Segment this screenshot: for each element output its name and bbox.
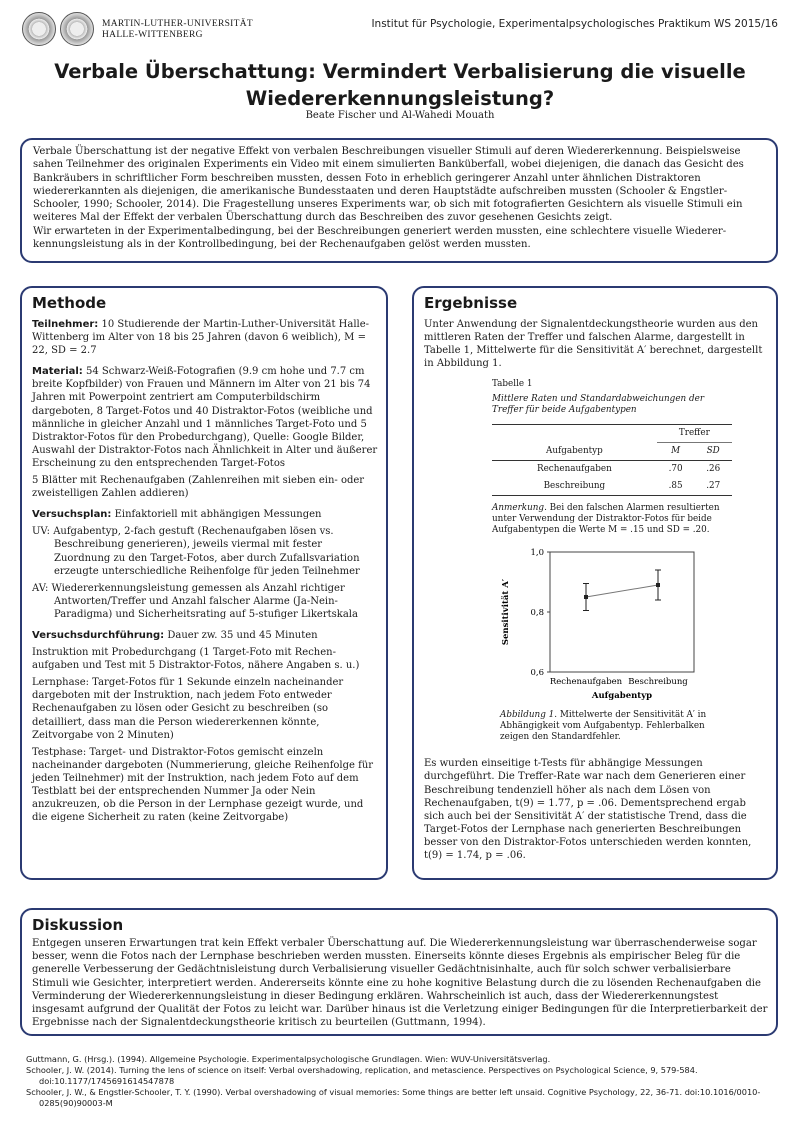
reference-item: Schooler, J. W., & Engstler-Schooler, T. Y. (1990). Verbal overshadowing of visual memories: Some things are better left unsaid. Cognitive Psychology, 22, 36-71. doi:10.1016/0010-0285(90)90003-M [26, 1086, 761, 1108]
material-text: 54 Schwarz-Weiß-Fotografien (9.9 cm hohe und 7.7 cm breite Kopfbilder) von Frauen und Männern im Alter von 21 bis 74 Jahren mit Powerpoint zentriert am Computerbildschirm dargeboten, 8 Target-Fotos und 40 Distraktor-Fotos (weibliche und männliche in gleicher Anzahl und 1 männliches Target-Foto und 5 Distraktor-Fotos für den Probedurchgang), Quelle: Google Bilder, Auswahl der Distraktor-Fotos nach Ähnlichkeit in Alter und äußerer Erscheinung zu den entsprechenden Target-Fotos [32, 366, 378, 469]
university-seal-logo [22, 12, 56, 46]
instruktion-paragraph: Instruktion mit Probedurchgang (1 Target-Foto mit Rechen-aufgaben und Test mit 5 Distraktor-Fotos, nähere Angaben s. u.) [32, 647, 360, 672]
lernphase-paragraph: Lernphase: Target-Fotos für 1 Sekunde einzeln nacheinander dargeboten mit der Instruktion, nach jedem Foto entweder Rechenaufgaben zu lösen oder Gesicht zu beschreiben (so detailliert, dass man die Person wiedererkennen könnte, Zeitvorgabe von 2 Minuten) [32, 677, 344, 741]
plot-frame [550, 552, 694, 672]
ergebnisse-section [412, 286, 778, 880]
blaetter-paragraph: 5 Blätter mit Rechenaufgaben (Zahlenreihen mit sieben ein- oder zweistelligen Zahlen addieren) [32, 475, 365, 500]
figure-caption [500, 710, 730, 743]
methode-section [20, 286, 388, 880]
y-axis-label: Sensitivität A′ [501, 579, 511, 646]
statistics-paragraph: Es wurden einseitige t-Tests für abhängige Messungen durchgeführt. Die Treffer-Rate war nach dem Generieren einer Beschreibung tendenziell höher als nach dem Lösen von Rechenaufgaben, t(9) = 1.77, p = .06. Dementsprechend ergab sich auch bei der Sensitivität A′ der statistische Trend, dass die Target-Fotos der Lernphase nach generierten Beschreibungen besser von den Distraktor-Fotos unterschieden werden konnten, t(9) = 1.74, p = .06. [424, 758, 752, 862]
page-header [22, 12, 778, 46]
title-line-1: Verbale Überschattung: Vermindert Verbalisierung die visuelle [54, 60, 746, 83]
teilnehmer-text: 10 Studierende der Martin-Luther-Universität Halle-Wittenberg im Alter von 18 bis 25 Jahren (davon 6 weiblich), M = 22, SD = 2.7 [32, 319, 370, 357]
x-tick-label: Rechenaufgaben [549, 677, 623, 688]
durchfuehrung-text: Dauer zw. 35 und 45 Minuten [164, 629, 318, 641]
intro-paragraph-1: Verbale Überschattung ist der negative Effekt von verbalen Beschreibungen visueller Stimuli auf deren Wiedererkennung. Beispielsweise sahen Teilnehmer des originalen Experiments ein Video mit einem simulierten Banküberfall, wobei diejenigen, die danach das Gesicht des Bankräubers in schriftlicher Form beschreiben mussten, dessen Foto in erheblich geringerer Anzahl unter ähnlichen Distraktoren wiedererkannten als diejenigen, die amerikanische Bundesstaaten und deren Hauptstädte aufschreiben mussten (Schooler & Engstler-Schooler, 1990; Schooler, 2014). Die Fragestellung unseres Experiments war, ob sich mit fotografierten Gesichtern als visuelle Stimuli ein weiteres Mal der Effekt der verbalen Überschattung durch das Beschreiben des zuvor gesehenen Gesichts zeigt. [33, 146, 744, 224]
table-cell-type: Beschreibung [543, 481, 606, 492]
x-axis-label: Aufgabentyp [591, 691, 653, 702]
university-name [102, 19, 253, 41]
table-group-header-row [492, 425, 732, 443]
university-line-2: HALLE-WITTENBERG [102, 30, 203, 40]
x-tick-label: Beschreibung [628, 677, 688, 688]
table-row [492, 478, 732, 496]
av-paragraph: AV: Wiedererkennungsleistung gemessen als Anzahl richtiger Antworten/Treffer und Anzahl falscher Alarme (Ja-Nein-Paradigma) und Sicherheitsrating auf 5-stufiger Likertskala [32, 582, 358, 620]
teilnehmer-label: Teilnehmer: [32, 319, 99, 330]
teilnehmer-paragraph [32, 318, 378, 357]
table-grid [492, 424, 732, 496]
y-tick-label: 0,6 [530, 668, 544, 679]
diskussion-text: Entgegen unseren Erwartungen trat kein Effekt verbaler Überschattung auf. Die Wiedererkennungsleistung war überraschenderweise sogar besser, wenn die Fotos nach der Lernphase beschrieben werden mussten. Einerseits könnte dieses Ergebnis als empirischer Beleg für die generelle Verbesserung der Gedächtnisleistung durch Verbalisierung visueller Gedächtnisinhalte, auch für solch schwer verbalisierbare Stimuli wie Gesichter, interpretiert werden. Andererseits könnte eine zu hohe kognitive Belastung durch die zu lösenden Rechenaufgaben die Verminderung der Wiedererkennungsleistung in dieser Bedingung erklären. Wahrscheinlich ist auch, dass der Wiedererkennungstest insgesamt aufgrund der Qualität der Fotos zu leicht war. Darüber hinaus ist die Verletzung einiger Bedingungen für die Interpretierbarkeit der Ergebnisse nach der Signalentdeckungstheorie kritisch zu beurteilen (Guttmann, 1994). [32, 938, 768, 1029]
sensitivity-chart [494, 544, 734, 704]
material-label: Material: [32, 366, 83, 378]
references [26, 1054, 778, 1109]
reference-item: Schooler, J. W. (2014). Turning the lens of science on itself: Verbal overshadowing, replication, and metascience. Perspectives on Psychological Science, 9, 579-584. doi:10.1177/1745691614547878 [26, 1064, 698, 1086]
y-tick-label: 1,0 [530, 548, 544, 559]
institute-name: Institut für Psychologie, Experimentalpsychologisches Praktikum WS 2015/16 [371, 18, 778, 30]
table-col-m: M [671, 446, 681, 457]
table-note [492, 503, 732, 536]
uv-paragraph: UV: Aufgabentyp, 2-fach gestuft (Rechenaufgaben lösen vs. Beschreibung generieren), jeweils viermal mit fester Zuordnung zu den Target-Fotos, aber durch Zufallsvariation erzeugte unterschiedliche Reihenfolge für jeden Teilnehmer [32, 526, 360, 577]
series-line [586, 585, 658, 597]
data-point [584, 595, 588, 599]
table-header-row [492, 443, 732, 461]
title-line-2: Wiedererkennungsleistung? [245, 87, 555, 110]
material-paragraph [32, 365, 378, 470]
versuchsplan-label: Versuchsplan: [32, 509, 112, 521]
poster-title [20, 58, 780, 112]
table-row [492, 461, 732, 479]
table-note-text: Bei den falschen Alarmen resultierten unter Verwendung der Distraktor-Fotos für beide Aufgabentypen die Werte M = .15 und SD = .20. [492, 503, 720, 536]
authors: Beate Fischer und Al-Wahedi Mouath [305, 110, 495, 121]
versuchsplan-text: Einfaktoriell mit abhängigen Messungen [111, 509, 322, 521]
durchfuehrung-label: Versuchsdurchführung: [32, 629, 165, 641]
university-seal-logo-2 [60, 12, 94, 46]
figure-caption-text: Mittelwerte der Sensitivität A′ in Abhängigkeit vom Aufgabentyp. Fehlerbalken zeigen den Standardfehler. [500, 710, 707, 743]
table-cell-m: .70 [668, 464, 683, 475]
data-point [656, 583, 660, 587]
table-cell-m: .85 [668, 481, 683, 492]
diskussion-heading: Diskussion [32, 916, 124, 934]
methode-heading: Methode [32, 294, 107, 312]
ergebnisse-intro: Unter Anwendung der Signalentdeckungstheorie wurden aus den mittleren Raten der Treffer und falschen Alarme, dargestellt in Tabelle 1, Mittelwerte für die Sensitivität A′ berechnet, dargestellt in Abbildung 1. [424, 319, 763, 370]
table-group-header: Treffer [657, 425, 732, 443]
table-caption: Mittlere Raten und Standardabweichungen der Treffer für beide Aufgabentypen [492, 394, 705, 416]
university-line-1: MARTIN-LUTHER-UNIVERSITÄT [102, 19, 253, 29]
table-col-type: Aufgabentyp [545, 446, 603, 457]
table-label: Tabelle 1 [492, 379, 533, 390]
table-note-label: Anmerkung. [492, 503, 547, 514]
table-cell-sd: .27 [706, 481, 721, 492]
diskussion-section [20, 908, 778, 1036]
ergebnisse-heading: Ergebnisse [424, 294, 518, 312]
introduction-box [20, 138, 778, 263]
figure-caption-label: Abbildung 1. [500, 710, 558, 721]
table-col-sd: SD [706, 446, 720, 457]
table-cell-sd: .26 [706, 464, 721, 475]
reference-item: Guttmann, G. (Hrsg.). (1994). Allgemeine Psychologie. Experimentalpsychologische Grundlagen. Wien: WUV-Universitätsverlag. [26, 1054, 551, 1064]
durchfuehrung-paragraph [32, 629, 378, 642]
table-1 [492, 379, 732, 536]
versuchsplan-paragraph [32, 508, 378, 521]
testphase-paragraph: Testphase: Target- und Distraktor-Fotos gemischt einzeln nacheinander dargeboten (Nummerierung, gleiche Reihenfolge für jeden Teilnehmer) mit der Instruktion, nach jedem Foto auf dem Testblatt bei der entsprechenden Nummer Ja oder Nein anzukreuzen, ob die Person in der Lernphase gezeigt wurde, und die eigene Sicherheit zu raten (keine Zeitvorgabe) [32, 746, 374, 824]
intro-paragraph-2: Wir erwarteten in der Experimentalbedingung, bei der Beschreibungen generiert werden mussten, eine schlechtere visuelle Wiederer-kennungsleistung als in der Kontrollbedingung, bei der Rechenaufgaben gelöst werden mussten. [33, 225, 727, 251]
y-tick-label: 0,8 [530, 608, 544, 619]
table-cell-type: Rechenaufgaben [536, 464, 612, 475]
